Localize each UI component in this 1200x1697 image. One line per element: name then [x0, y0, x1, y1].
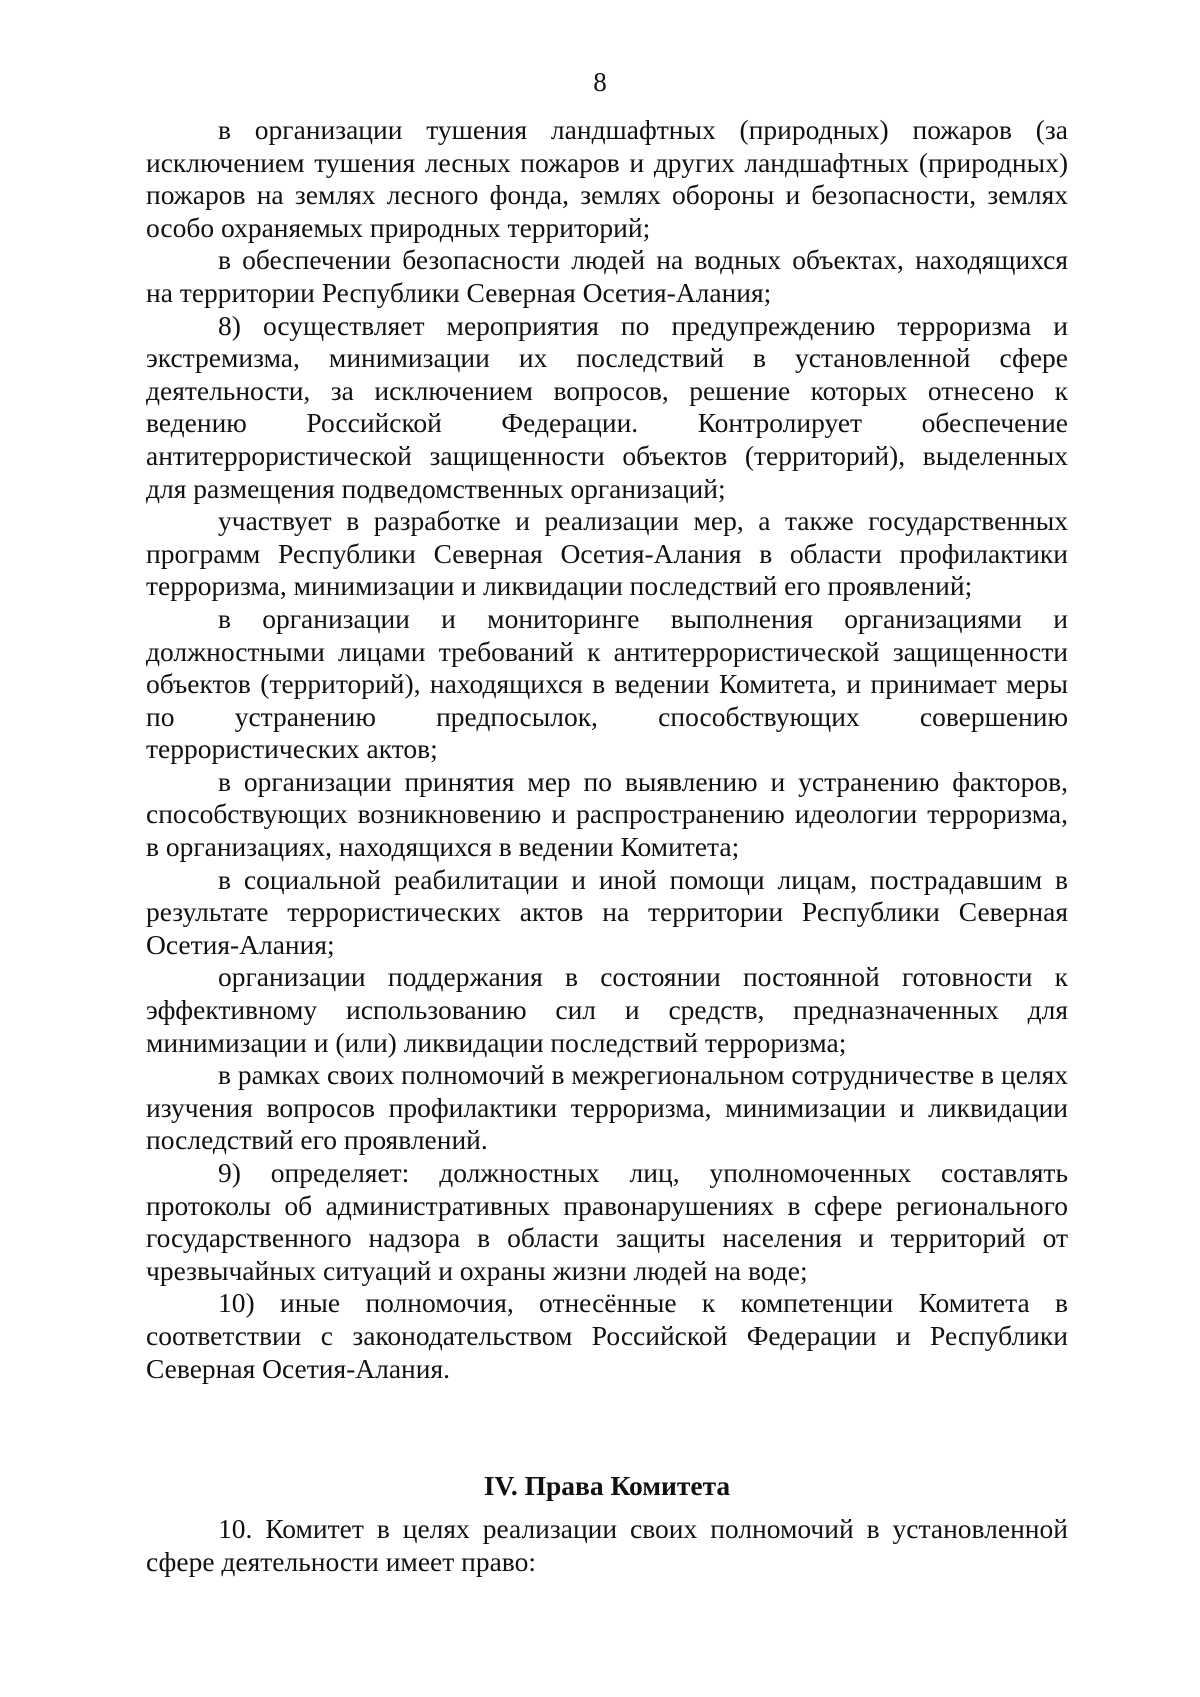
paragraph: в рамках своих полномочий в межрегиональном сотрудничестве в целях изучения вопросов профилактики терроризма, минимизации и ликвидации последствий его проявлений. — [146, 1059, 1068, 1156]
page-number: 8 — [593, 67, 607, 97]
paragraph: в организации принятия мер по выявлению и устранению факторов, способствующих возникновению и распространению идеологии терроризма, в организациях, находящихся в ведении Комитета; — [146, 765, 1068, 863]
paragraph: 10) иные полномочия, отнесённые к компетенции Комитета в соответствии с законодательством Российской Федерации и Республики Северная Осетия-Алания. — [146, 1287, 1068, 1384]
paragraph: в организации и мониторинге выполнения организациями и должностными лицами требований к антитеррористической защищенности объектов (территорий), находящихся в ведении Комитета, и принимает меры по устранению предпосылок, способствующих совершению террористических актов; — [146, 602, 1068, 765]
paragraph: 10. Комитет в целях реализации своих полномочий в установленной сфере деятельности имеет право: — [146, 1513, 1068, 1577]
paragraph: в обеспечении безопасности людей на водных объектах, находящихся на территории Республики Северная Осетия-Алания; — [146, 244, 1068, 308]
document-body — [146, 114, 1068, 1385]
paragraph: участвует в разработке и реализации мер, а также государственных программ Республики Северная Осетия-Алания в области профилактики терроризма, минимизации и ликвидации последствий его проявлений; — [146, 505, 1068, 602]
paragraph: организации поддержания в состоянии постоянной готовности к эффективному использованию сил и средств, предназначенных для минимизации и (или) ликвидации последствий терроризма; — [146, 961, 1068, 1058]
paragraph: в организации тушения ландшафтных (природных) пожаров (за исключением тушения лесных пожаров и других ландшафтных (природных) пожаров на землях лесного фонда, землях обороны и безопасности, землях особо охраняемых природных территорий; — [146, 114, 1068, 243]
paragraph: в социальной реабилитации и иной помощи лицам, пострадавшим в результате террористических актов на территории Республики Северная Осетия-Алания; — [146, 863, 1068, 960]
section-heading: IV. Права Комитета — [483, 1470, 731, 1501]
section-body — [146, 1513, 1068, 1578]
paragraph: 8) осуществляет мероприятия по предупреждению терроризма и экстремизма, минимизации их последствий в установленной сфере деятельности, за исключением вопросов, решение которых отнесено к ведению Российской Федерации. Контролирует обеспечение антитеррористической защищенности объектов (территорий), выделенных для размещения подведомственных организаций; — [146, 309, 1068, 504]
paragraph: 9) определяет: должностных лиц, уполномоченных составлять протоколы об административных правонарушениях в сфере регионального государственного надзора в области защиты населения и территорий от чрезвычайных ситуаций и охраны жизни людей на воде; — [146, 1157, 1068, 1286]
